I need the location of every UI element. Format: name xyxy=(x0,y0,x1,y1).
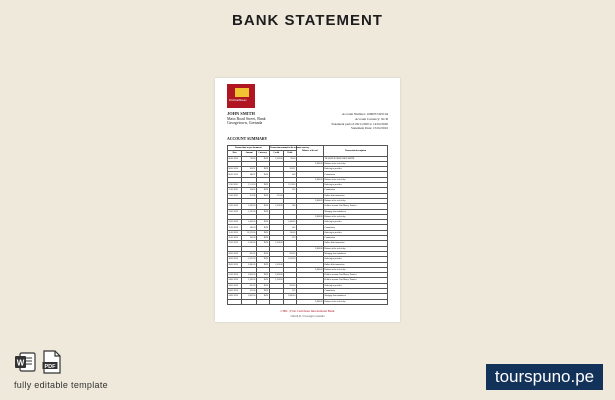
header-description: Transaction description xyxy=(323,146,387,157)
table-cell: 149.07 xyxy=(242,172,256,177)
summary-title: ACCOUNT SUMMARY xyxy=(227,137,268,141)
table-cell: Online debit transaction xyxy=(323,193,387,198)
transactions-body xyxy=(228,156,388,304)
table-cell: 06.01.2020 xyxy=(228,167,242,172)
table-cell: Ordering to provider xyxy=(323,257,387,262)
table-cell: 1,500.00 xyxy=(242,204,256,209)
table-cell: 9,888.00 xyxy=(296,246,323,251)
table-cell: Commission xyxy=(323,225,387,230)
table-row xyxy=(228,299,388,304)
table-cell: 143.00 xyxy=(242,225,256,230)
brand-badge[interactable]: tourspuno.pe xyxy=(486,364,603,390)
table-cell: Balance at the end of day xyxy=(323,246,387,251)
table-cell: 9,888.00 xyxy=(296,214,323,219)
table-cell: XCD xyxy=(256,156,269,161)
statement-date: Statement Date: 15/02/2022 xyxy=(351,126,388,131)
table-cell: 9,888.00 xyxy=(296,267,323,272)
table-cell: 231.08 xyxy=(242,193,256,198)
account-holder xyxy=(227,112,266,126)
table-cell: 99.00 xyxy=(283,156,296,161)
table-cell: Commission xyxy=(323,236,387,241)
table-cell: 150.00 xyxy=(283,230,296,235)
table-cell: 1,202.00 xyxy=(283,257,296,262)
table-cell: 24.01.2020 xyxy=(228,278,242,283)
table-cell: Commission xyxy=(323,289,387,294)
table-cell: 1,600.00 xyxy=(242,294,256,299)
table-cell: 181.21 xyxy=(242,167,256,172)
table-cell: Debit to account. Fast Money Transfer xyxy=(323,278,387,283)
table-cell xyxy=(269,299,283,304)
table-cell: 18.01.2020 xyxy=(228,251,242,256)
table-cell: 9,888.00 xyxy=(296,161,323,166)
pdf-document-icon xyxy=(42,350,62,374)
statement-period: Statement period: 06/1/2020 to 14/02/2020 xyxy=(331,121,388,126)
table-cell: 124.00 xyxy=(242,188,256,193)
table-cell: Debit to account. Fast Money Transfer xyxy=(323,204,387,209)
header-group-document: Transactions as per document xyxy=(228,146,270,151)
table-cell: 15.01.2020 xyxy=(228,225,242,230)
table-cell: 1,202.00 xyxy=(242,257,256,262)
table-cell: 9,888.00 xyxy=(296,299,323,304)
table-cell: Mortgage loan instalment xyxy=(323,251,387,256)
table-cell: 1,441.00 xyxy=(242,220,256,225)
table-cell: 2,900.00 xyxy=(269,273,283,278)
table-cell: XCD xyxy=(256,193,269,198)
table-cell: XCD xyxy=(256,230,269,235)
table-cell: 205.00 xyxy=(283,283,296,288)
table-cell: Mortgage loan instalment xyxy=(323,294,387,299)
table-cell: 18.01.2020 xyxy=(228,257,242,262)
table-cell: 15.01.2020 xyxy=(228,220,242,225)
holder-address-line2: Georgetown, Grenada xyxy=(227,120,263,126)
table-cell: Online debit transaction xyxy=(323,262,387,267)
svg-text:W: W xyxy=(16,358,25,368)
table-cell: 1,600.00 xyxy=(283,294,296,299)
table-cell: XCD xyxy=(256,167,269,172)
table-cell: 150.00 xyxy=(242,236,256,241)
account-details xyxy=(331,112,388,131)
table-cell: Online debit transaction xyxy=(323,241,387,246)
footer-address: Church St. St George's, Grenada xyxy=(290,315,325,318)
table-cell: Balance at the end of day xyxy=(323,161,387,166)
header-credit: Credit xyxy=(269,151,283,156)
bank-logo-flag-icon xyxy=(235,88,249,97)
table-cell: XCD xyxy=(256,283,269,288)
table-cell: 205.03 xyxy=(242,251,256,256)
table-cell: 06.01.2020 xyxy=(228,156,242,161)
table-cell: 1,441.00 xyxy=(283,220,296,225)
table-cell: XCD xyxy=(256,241,269,246)
table-cell: 3,311.00 xyxy=(242,183,256,188)
table-cell: 1,500.00 xyxy=(269,204,283,209)
table-cell: XCD xyxy=(256,188,269,193)
table-cell: 13.01.2020 xyxy=(228,204,242,209)
header-currency: Currency xyxy=(256,151,269,156)
table-cell: 11.01.2020 xyxy=(228,183,242,188)
table-cell: 1,500.00 xyxy=(242,241,256,246)
table-cell: 06.01.2020 xyxy=(228,172,242,177)
caption: fully editable template xyxy=(14,380,108,390)
table-cell: 2,900.00 xyxy=(242,273,256,278)
table-cell: 205.00 xyxy=(242,283,256,288)
table-cell: Debit to account. Fast Money Transfer xyxy=(323,273,387,278)
table-cell: 13.01.2020 xyxy=(228,209,242,214)
table-cell xyxy=(256,299,269,304)
table-cell: Ordering to provider xyxy=(323,283,387,288)
table-cell: Balance at the end of day xyxy=(323,198,387,203)
table-cell: XCD xyxy=(256,278,269,283)
word-document-icon xyxy=(14,351,36,373)
table-cell: 1.24 xyxy=(283,188,296,193)
header-debit: Debit xyxy=(283,151,296,156)
table-cell: 24.01.2020 xyxy=(228,289,242,294)
table-cell: 1.43 xyxy=(283,225,296,230)
table-cell: XCD xyxy=(256,225,269,230)
table-cell: XCD xyxy=(256,289,269,294)
account-number: Account Number: 1000057425104 xyxy=(342,112,388,116)
table-cell: Ordering to provider xyxy=(323,183,387,188)
table-cell: XCD xyxy=(256,183,269,188)
table-cell: Mortgage loan instalment xyxy=(323,209,387,214)
table-cell: XCD xyxy=(256,273,269,278)
table-cell xyxy=(228,299,242,304)
bank-logo-text: FirstCaribbean xyxy=(229,99,247,102)
table-cell: 15,070.00 xyxy=(242,230,256,235)
table-cell: 1,350.00 xyxy=(242,278,256,283)
table-cell: XCD xyxy=(256,220,269,225)
header-date: Date xyxy=(228,151,242,156)
table-cell: XCD xyxy=(256,294,269,299)
table-cell: 15.01.2020 xyxy=(228,241,242,246)
table-cell: 231.08 xyxy=(269,193,283,198)
table-cell: 1,000.00 xyxy=(269,156,283,161)
header-amount: Amount xyxy=(242,151,256,156)
table-cell: 24.01.2020 xyxy=(228,283,242,288)
table-cell: 15.01.2020 xyxy=(228,236,242,241)
table-cell: Commission xyxy=(323,188,387,193)
table-cell: XCD xyxy=(256,204,269,209)
table-cell: 152.00 xyxy=(242,289,256,294)
table-cell: XCD xyxy=(256,262,269,267)
table-cell: Ordering to provider xyxy=(323,220,387,225)
table-cell: Balance at the end of day xyxy=(323,214,387,219)
table-cell: Ordering to provider xyxy=(323,167,387,172)
table-cell: 1.50 xyxy=(283,236,296,241)
table-cell: 1,350.00 xyxy=(269,278,283,283)
table-cell: 1,500.00 xyxy=(269,241,283,246)
table-cell: 1.49 xyxy=(283,172,296,177)
page-title: BANK STATEMENT xyxy=(232,12,383,29)
header-group-account: Transaction amount in the account currency xyxy=(270,146,310,149)
holder-address-line1: Main Road Street, Bank xyxy=(227,115,266,121)
table-cell: 18.01.2020 xyxy=(228,262,242,267)
table-cell: Ordering to provider xyxy=(323,230,387,235)
table-cell: Commission xyxy=(323,172,387,177)
account-currency: Account Currency: XCD xyxy=(355,116,388,121)
table-cell xyxy=(283,299,296,304)
holder-name: JOHN SMITH xyxy=(227,111,255,116)
table-cell: 1,000.00 xyxy=(269,262,283,267)
table-cell: 1,125.00 xyxy=(242,209,256,214)
bank-logo xyxy=(227,84,255,108)
table-cell: 181.21 xyxy=(283,167,296,172)
table-cell: 11.01.2020 xyxy=(228,188,242,193)
table-cell: XCD xyxy=(256,209,269,214)
table-cell: 99.00 xyxy=(242,156,256,161)
svg-text:PDF: PDF xyxy=(44,363,56,370)
table-cell: 24.01.2020 xyxy=(228,294,242,299)
table-cell: 11.01.2020 xyxy=(228,193,242,198)
table-cell: Balance at the end of day xyxy=(323,177,387,182)
table-cell: XCD xyxy=(256,257,269,262)
header-balance: Balance at th end xyxy=(296,146,323,157)
table-cell: 9,888.00 xyxy=(296,177,323,182)
table-cell: 15.01.2020 xyxy=(228,230,242,235)
table-cell: 1.06 xyxy=(283,204,296,209)
table-cell: 2,000.00 xyxy=(242,262,256,267)
table-cell: Balance at the end of day xyxy=(323,299,387,304)
table-cell: 1.52 xyxy=(283,289,296,294)
table-cell: XCD xyxy=(256,251,269,256)
table-cell: Balance at the end of day xyxy=(323,267,387,272)
table-cell: 9,888.00 xyxy=(296,198,323,203)
table-cell: 205.03 xyxy=(283,251,296,256)
statement-document xyxy=(215,78,400,322)
table-cell: TRANSFER FROM JOHN SMITH xyxy=(323,156,387,161)
transactions-table xyxy=(227,145,388,305)
table-cell: XCD xyxy=(256,236,269,241)
table-cell: 21.01.2020 xyxy=(228,273,242,278)
table-cell xyxy=(242,299,256,304)
table-cell: XCD xyxy=(256,172,269,177)
footer-bank-name: CIBC | First Caribbean International Bank xyxy=(280,309,335,313)
table-cell: 3,311.00 xyxy=(283,183,296,188)
